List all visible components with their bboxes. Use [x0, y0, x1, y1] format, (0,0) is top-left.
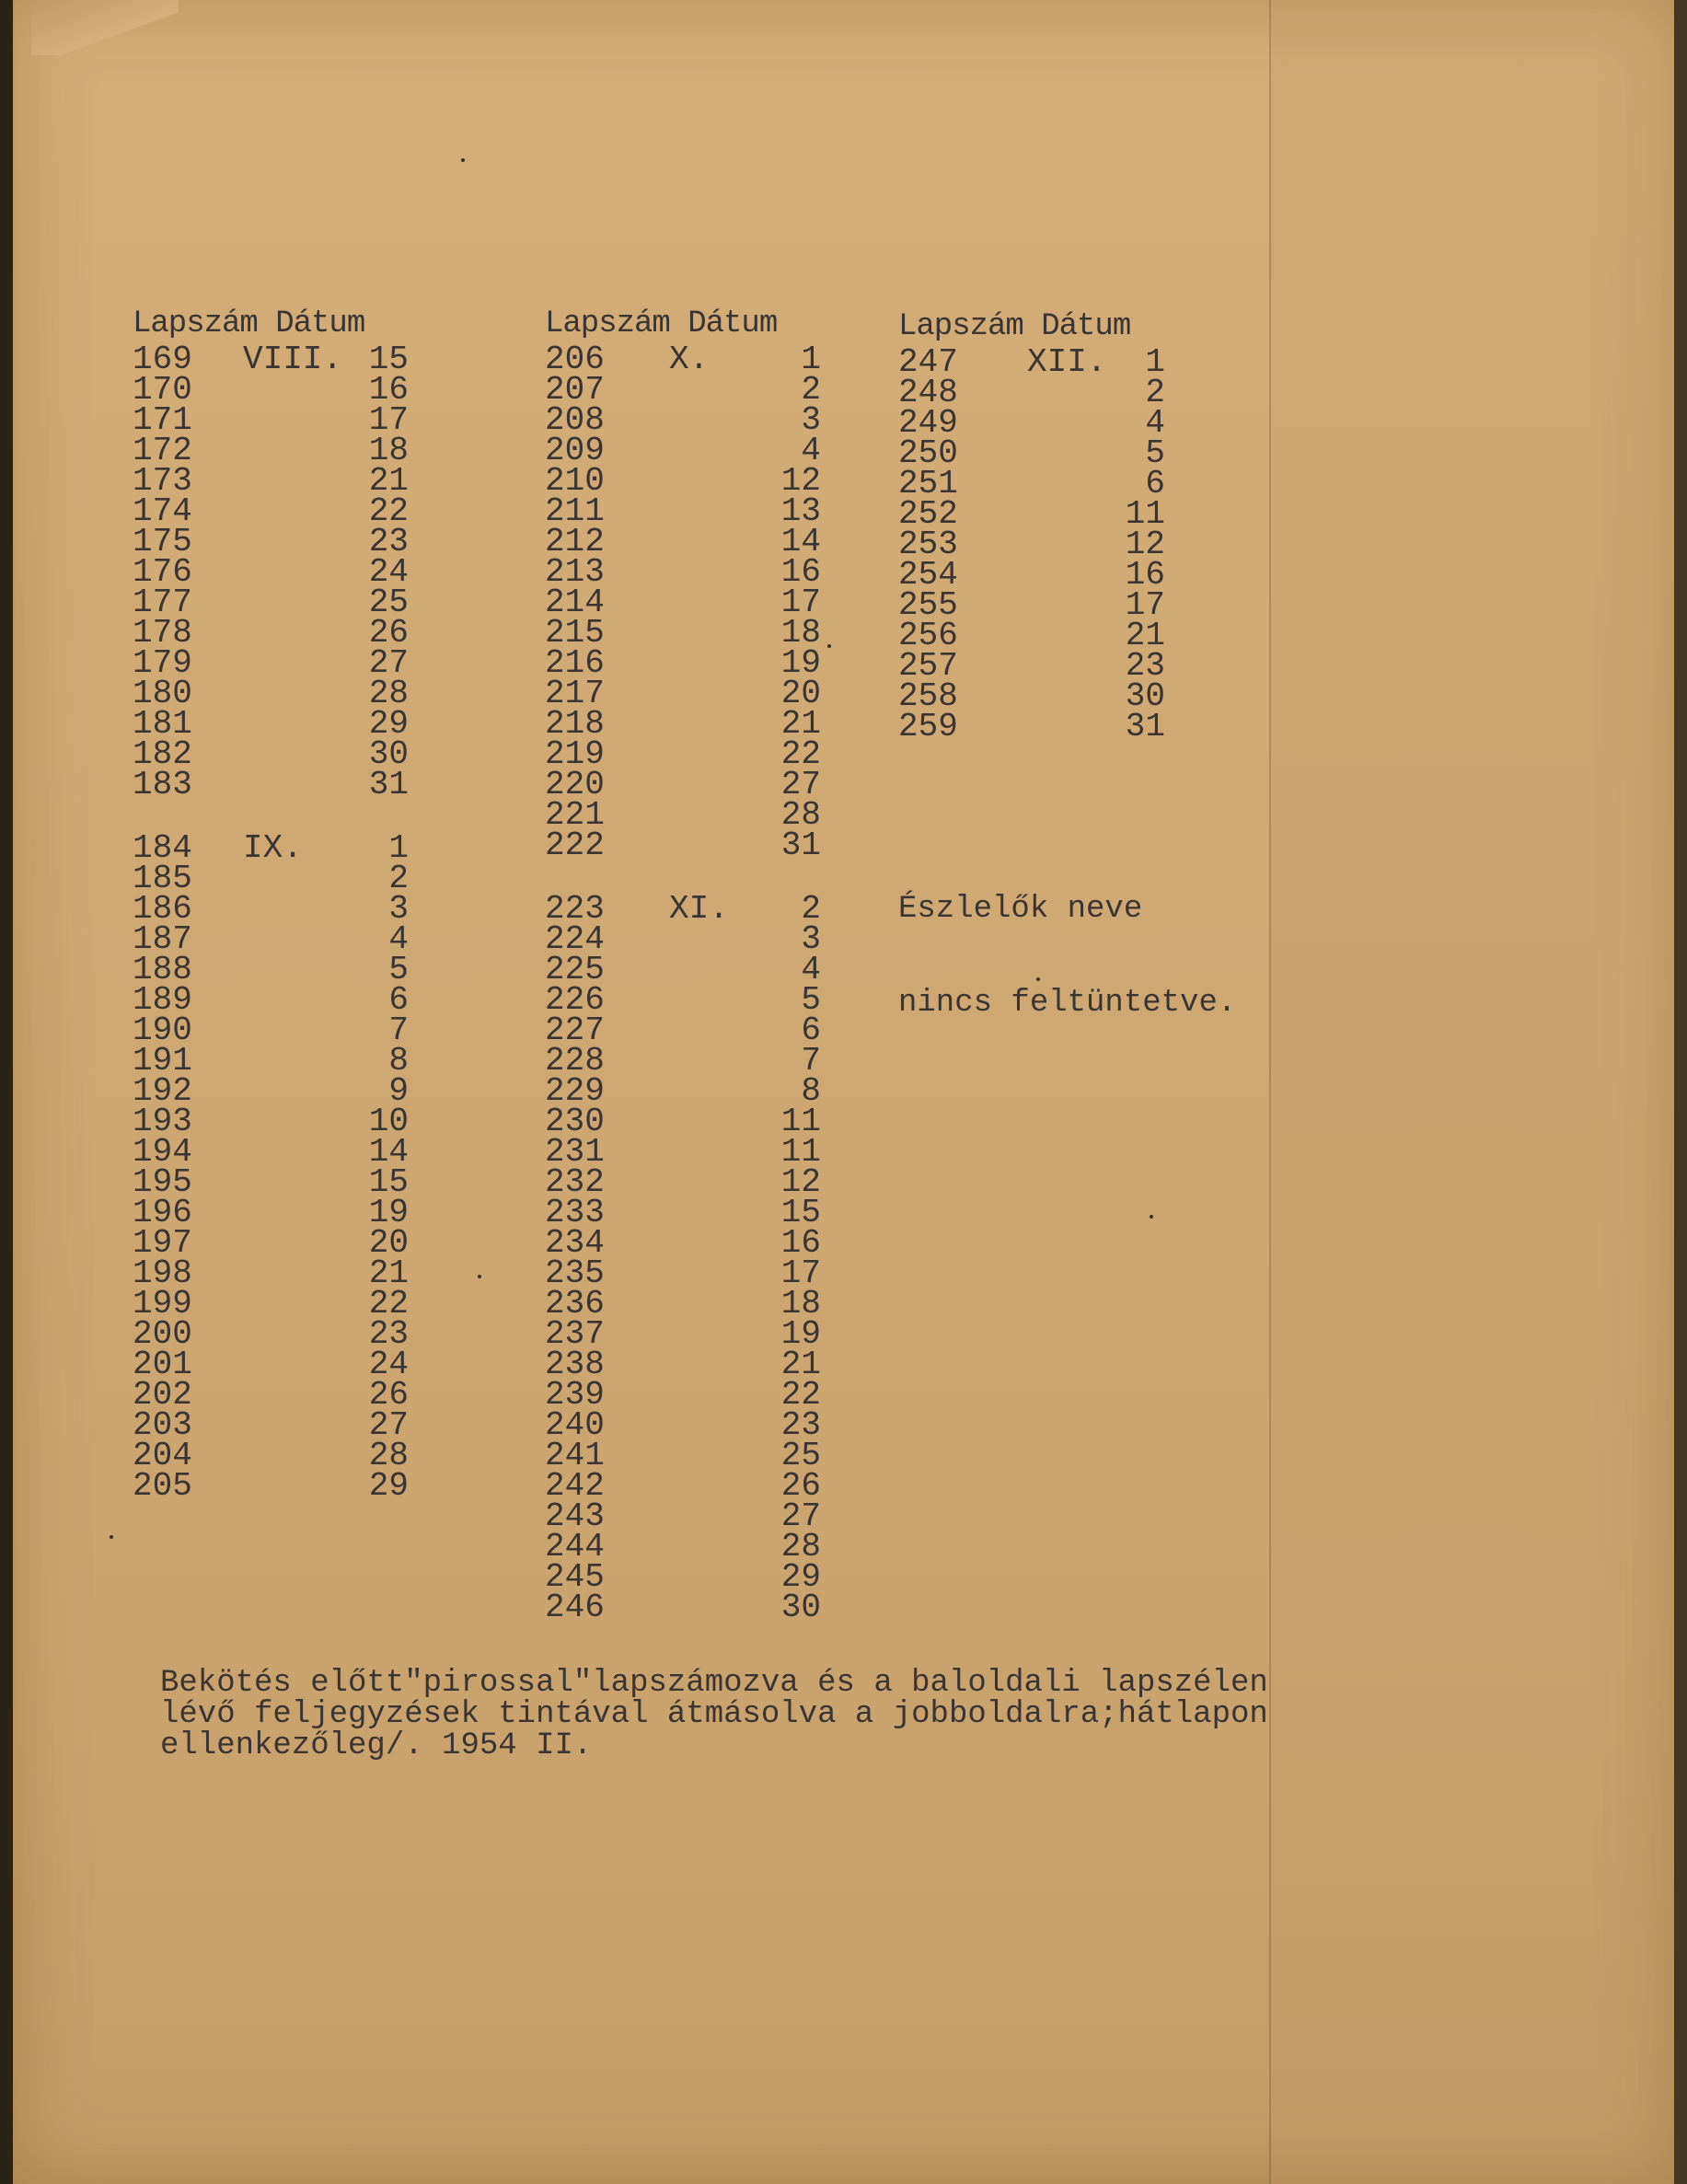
page-number: 199 — [133, 1285, 192, 1323]
page-number: 231 — [545, 1133, 605, 1171]
log-row — [545, 826, 821, 864]
day-number: 16 — [1125, 556, 1165, 594]
day-number: 11 — [780, 1103, 821, 1140]
day-number: 2 — [801, 890, 821, 928]
page-number: 206 — [545, 341, 605, 378]
page-number: 194 — [133, 1133, 192, 1171]
page-number: 228 — [545, 1042, 605, 1080]
page-number: 191 — [133, 1042, 192, 1080]
paper-speck — [1150, 1215, 1153, 1219]
page-number: 237 — [545, 1315, 605, 1353]
day-number: 18 — [368, 432, 409, 469]
day-number: 15 — [368, 341, 409, 378]
day-number: 22 — [780, 1376, 821, 1414]
page-number: 213 — [545, 553, 605, 591]
column-header: Lapszám Dátum — [545, 306, 778, 341]
day-number: 19 — [780, 644, 821, 682]
page-number: 220 — [545, 766, 605, 803]
day-number: 21 — [368, 1254, 409, 1292]
page-number: 189 — [133, 981, 192, 1019]
footnote-line-3: ellenkezőleg/. 1954 II. — [160, 1728, 593, 1763]
page-number: 205 — [133, 1467, 192, 1505]
page-number: 169 — [133, 341, 192, 378]
day-number: 28 — [780, 796, 821, 834]
footnote-line-1: Bekötés előtt"pirossal"lapszámozva és a baloldali lapszélen — [160, 1666, 1268, 1701]
day-number: 6 — [801, 1011, 821, 1049]
page-number: 259 — [898, 708, 958, 745]
page-number: 198 — [133, 1254, 192, 1292]
day-number: 31 — [368, 766, 409, 803]
day-number: 15 — [368, 1163, 409, 1201]
day-number: 21 — [368, 462, 409, 500]
page-number: 253 — [898, 526, 958, 563]
day-number: 23 — [1125, 647, 1165, 685]
day-number: 12 — [1125, 526, 1165, 563]
page-number: 214 — [545, 584, 605, 621]
observer-note-line-1: Észlelők neve — [898, 892, 1143, 927]
page-number: 212 — [545, 523, 605, 560]
day-number: 27 — [780, 766, 821, 803]
day-number: 2 — [388, 860, 409, 897]
page-number: 242 — [545, 1467, 605, 1505]
day-number: 7 — [388, 1011, 409, 1049]
page-number: 172 — [133, 432, 192, 469]
day-number: 4 — [388, 920, 409, 958]
day-number: 5 — [1145, 434, 1165, 472]
page-number: 171 — [133, 401, 192, 439]
page-number: 218 — [545, 705, 605, 743]
page-number: 234 — [545, 1224, 605, 1262]
day-number: 28 — [368, 675, 409, 712]
day-number: 31 — [780, 826, 821, 864]
paper-speck — [478, 1275, 481, 1278]
day-number: 28 — [368, 1437, 409, 1474]
page-number: 247 — [898, 343, 958, 381]
day-number: 23 — [780, 1406, 821, 1444]
page-number: 176 — [133, 553, 192, 591]
page-number: 183 — [133, 766, 192, 803]
page-number: 241 — [545, 1437, 605, 1474]
day-number: 25 — [780, 1437, 821, 1474]
page-number: 180 — [133, 675, 192, 712]
page-number: 235 — [545, 1254, 605, 1292]
day-number: 1 — [1145, 343, 1165, 381]
day-number: 13 — [780, 492, 821, 530]
column-header: Lapszám Dátum — [898, 309, 1131, 344]
day-number: 9 — [388, 1072, 409, 1110]
page-number: 250 — [898, 434, 958, 472]
page-number: 207 — [545, 371, 605, 409]
page-number: 192 — [133, 1072, 192, 1110]
page-number: 202 — [133, 1376, 192, 1414]
page-number: 201 — [133, 1346, 192, 1383]
page-number: 225 — [545, 951, 605, 988]
month-gap — [133, 800, 409, 833]
page-number: 230 — [545, 1103, 605, 1140]
day-number: 18 — [780, 1285, 821, 1323]
page-number: 174 — [133, 492, 192, 530]
day-number: 28 — [780, 1528, 821, 1566]
page-number: 254 — [898, 556, 958, 594]
observer-note-line-2: nincs feltüntetve. — [898, 986, 1237, 1021]
page-number: 229 — [545, 1072, 605, 1110]
day-number: 6 — [1145, 465, 1165, 503]
month-label: IX. — [243, 829, 303, 867]
log-row — [133, 766, 409, 803]
page-number: 193 — [133, 1103, 192, 1140]
page-number: 222 — [545, 826, 605, 864]
page-number: 221 — [545, 796, 605, 834]
page-number: 240 — [545, 1406, 605, 1444]
document-sheet — [13, 0, 1674, 2184]
page-number: 216 — [545, 644, 605, 682]
page-number: 224 — [545, 920, 605, 958]
day-number: 31 — [1125, 708, 1165, 745]
day-number: 26 — [368, 614, 409, 652]
page-number: 182 — [133, 735, 192, 773]
page-number: 195 — [133, 1163, 192, 1201]
day-number: 14 — [368, 1133, 409, 1171]
month-label: VIII. — [243, 341, 343, 378]
day-number: 30 — [780, 1589, 821, 1626]
binding-footnote — [160, 1668, 1268, 1762]
page-number: 177 — [133, 584, 192, 621]
day-number: 4 — [1145, 404, 1165, 442]
day-number: 7 — [801, 1042, 821, 1080]
column-3 — [898, 306, 1165, 745]
day-number: 24 — [368, 553, 409, 591]
day-number: 26 — [780, 1467, 821, 1505]
page-number: 208 — [545, 401, 605, 439]
log-row — [545, 1589, 821, 1626]
day-number: 27 — [780, 1497, 821, 1535]
day-number: 17 — [780, 584, 821, 621]
footnote-line-2: lévő feljegyzések tintával átmásolva a jobboldalra;hátlapon — [160, 1697, 1268, 1732]
column-header: Lapszám Dátum — [133, 306, 365, 341]
day-number: 19 — [368, 1194, 409, 1231]
page-number: 196 — [133, 1194, 192, 1231]
paper-speck — [461, 158, 465, 162]
day-number: 23 — [368, 523, 409, 560]
day-number: 21 — [1125, 617, 1165, 654]
day-number: 26 — [368, 1376, 409, 1414]
paper-speck — [1036, 977, 1040, 981]
right-margin-panel — [1271, 0, 1687, 2184]
page-number: 236 — [545, 1285, 605, 1323]
page-number: 188 — [133, 951, 192, 988]
day-number: 11 — [1125, 495, 1165, 533]
day-number: 18 — [780, 614, 821, 652]
page-number: 249 — [898, 404, 958, 442]
page-number: 184 — [133, 829, 192, 867]
page-number: 251 — [898, 465, 958, 503]
page-number: 223 — [545, 890, 605, 928]
day-number: 20 — [368, 1224, 409, 1262]
page-number: 186 — [133, 890, 192, 928]
page-number: 239 — [545, 1376, 605, 1414]
column-2 — [545, 304, 821, 1626]
day-number: 27 — [368, 644, 409, 682]
month-label: XII. — [1027, 343, 1107, 381]
page-number: 181 — [133, 705, 192, 743]
page-number: 219 — [545, 735, 605, 773]
page-number: 175 — [133, 523, 192, 560]
day-number: 22 — [368, 492, 409, 530]
day-number: 15 — [780, 1194, 821, 1231]
day-number: 11 — [780, 1133, 821, 1171]
day-number: 23 — [368, 1315, 409, 1353]
day-number: 12 — [780, 1163, 821, 1201]
day-number: 20 — [780, 675, 821, 712]
page-number: 209 — [545, 432, 605, 469]
log-row — [133, 1467, 409, 1505]
page-number: 200 — [133, 1315, 192, 1353]
page-number: 233 — [545, 1194, 605, 1231]
day-number: 1 — [388, 829, 409, 867]
column-1 — [133, 304, 409, 1505]
page-number: 185 — [133, 860, 192, 897]
day-number: 19 — [780, 1315, 821, 1353]
page-number: 217 — [545, 675, 605, 712]
page-number: 257 — [898, 647, 958, 685]
page-number: 246 — [545, 1589, 605, 1626]
day-number: 6 — [388, 981, 409, 1019]
day-number: 5 — [801, 981, 821, 1019]
month-label: XI. — [669, 890, 729, 928]
day-number: 29 — [368, 1467, 409, 1505]
day-number: 14 — [780, 523, 821, 560]
day-number: 17 — [368, 401, 409, 439]
day-number: 3 — [801, 920, 821, 958]
page-number: 238 — [545, 1346, 605, 1383]
day-number: 8 — [388, 1042, 409, 1080]
day-number: 3 — [388, 890, 409, 928]
page-number: 211 — [545, 492, 605, 530]
day-number: 29 — [368, 705, 409, 743]
page-number: 232 — [545, 1163, 605, 1201]
page-number: 170 — [133, 371, 192, 409]
page-number: 178 — [133, 614, 192, 652]
page-number: 226 — [545, 981, 605, 1019]
page-number: 173 — [133, 462, 192, 500]
day-number: 27 — [368, 1406, 409, 1444]
page-number: 203 — [133, 1406, 192, 1444]
day-number: 22 — [780, 735, 821, 773]
day-number: 25 — [368, 584, 409, 621]
day-number: 24 — [368, 1346, 409, 1383]
page-number: 187 — [133, 920, 192, 958]
page-number: 244 — [545, 1528, 605, 1566]
page-number: 197 — [133, 1224, 192, 1262]
day-number: 21 — [780, 705, 821, 743]
day-number: 16 — [780, 553, 821, 591]
month-gap — [545, 861, 821, 894]
day-number: 16 — [368, 371, 409, 409]
day-number: 8 — [801, 1072, 821, 1110]
page-number: 245 — [545, 1558, 605, 1596]
day-number: 21 — [780, 1346, 821, 1383]
log-row — [898, 708, 1165, 745]
day-number: 1 — [801, 341, 821, 378]
day-number: 4 — [801, 951, 821, 988]
page-number: 256 — [898, 617, 958, 654]
day-number: 17 — [1125, 586, 1165, 624]
page-number: 215 — [545, 614, 605, 652]
page-number: 243 — [545, 1497, 605, 1535]
day-number: 29 — [780, 1558, 821, 1596]
month-label: X. — [669, 341, 710, 378]
day-number: 3 — [801, 401, 821, 439]
page-number: 248 — [898, 374, 958, 411]
paper-speck — [827, 644, 831, 648]
page-number: 227 — [545, 1011, 605, 1049]
day-number: 30 — [368, 735, 409, 773]
day-number: 4 — [801, 432, 821, 469]
page-number: 179 — [133, 644, 192, 682]
day-number: 10 — [368, 1103, 409, 1140]
page-number: 255 — [898, 586, 958, 624]
page-number: 210 — [545, 462, 605, 500]
day-number: 5 — [388, 951, 409, 988]
observer-note — [898, 831, 1236, 1081]
page-number: 190 — [133, 1011, 192, 1049]
day-number: 22 — [368, 1285, 409, 1323]
page-number: 204 — [133, 1437, 192, 1474]
page-number: 258 — [898, 677, 958, 715]
page-number: 252 — [898, 495, 958, 533]
day-number: 2 — [801, 371, 821, 409]
day-number: 17 — [780, 1254, 821, 1292]
day-number: 2 — [1145, 374, 1165, 411]
day-number: 30 — [1125, 677, 1165, 715]
page-fold-line — [1269, 0, 1271, 2184]
day-number: 16 — [780, 1224, 821, 1262]
folded-corner — [31, 0, 179, 55]
day-number: 12 — [780, 462, 821, 500]
paper-speck — [110, 1535, 113, 1539]
